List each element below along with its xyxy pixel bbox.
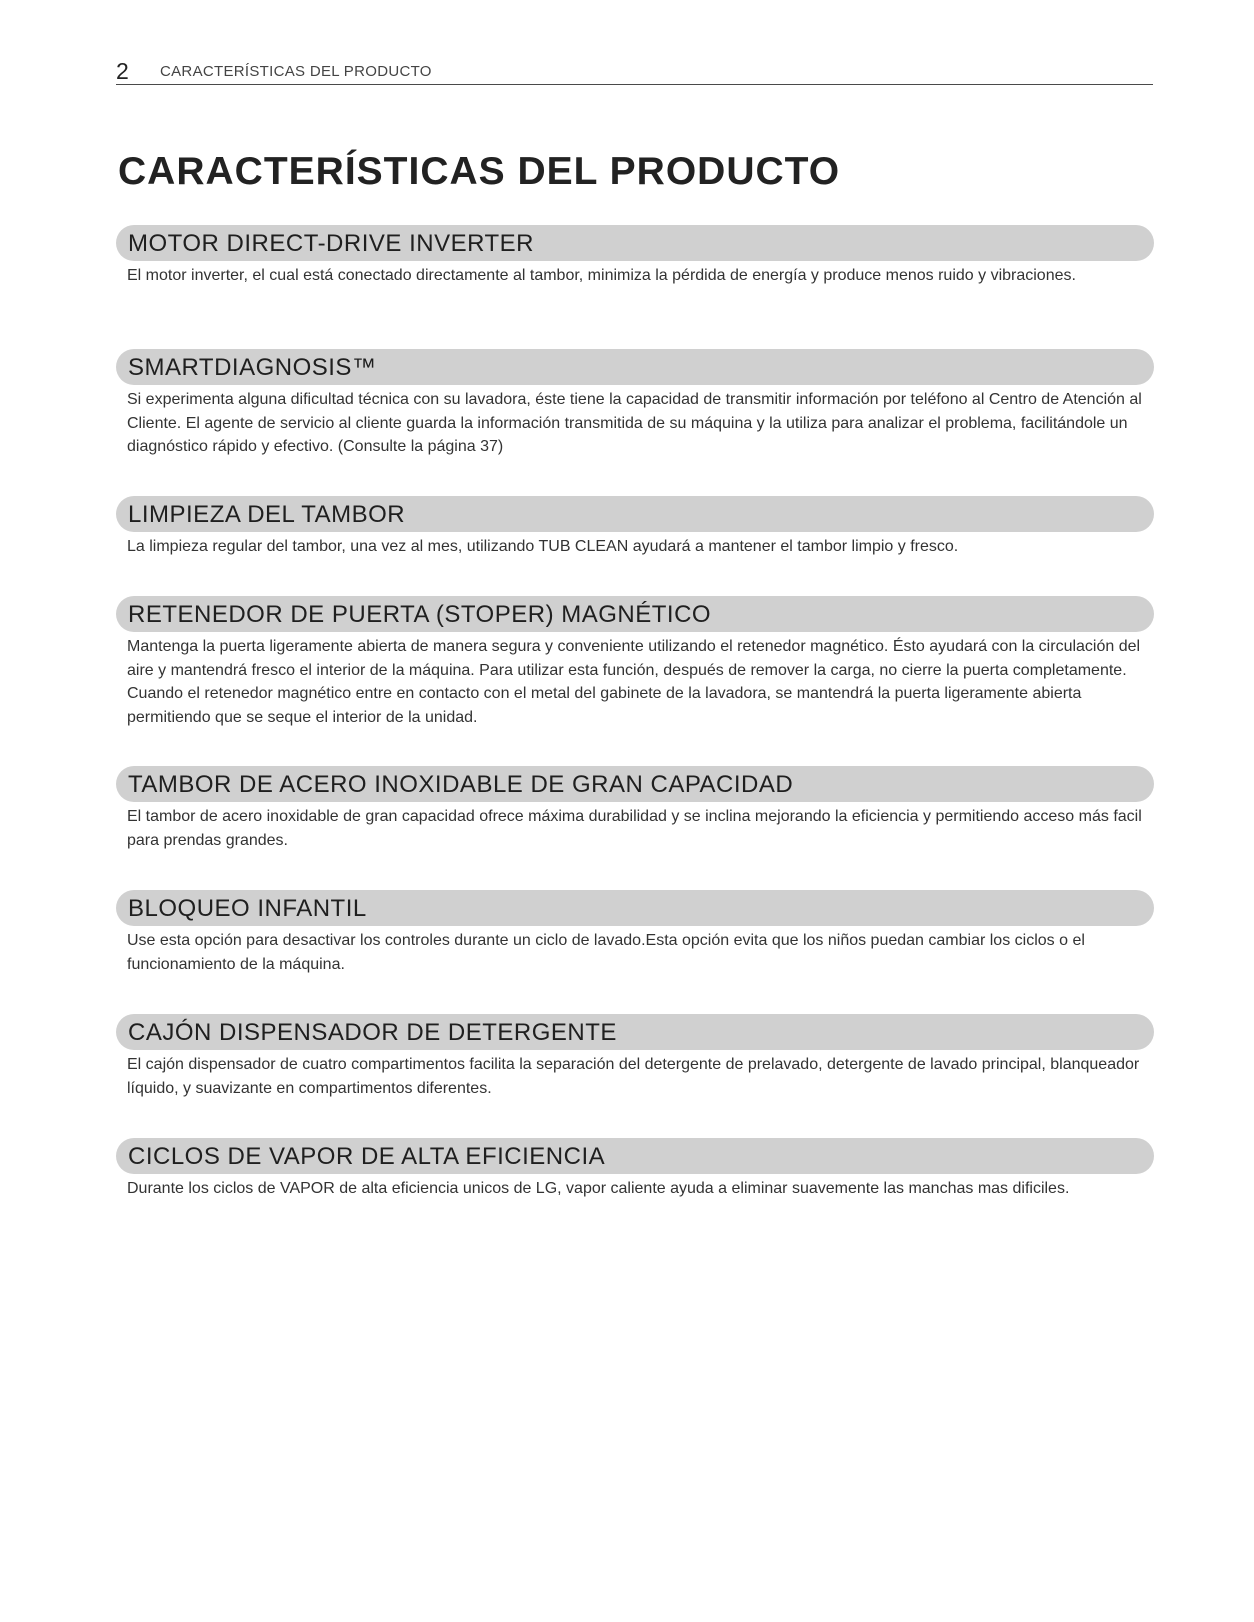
page-title: CARACTERÍSTICAS DEL PRODUCTO (118, 150, 841, 193)
section-body: La limpieza regular del tambor, una vez al mes, utilizando TUB CLEAN ayudará a mantener el tambor limpio y fresco. (127, 538, 959, 555)
section-heading-bar (116, 496, 1154, 532)
section-heading-bar (116, 349, 1154, 385)
section-heading: CICLOS DE VAPOR DE ALTA EFICIENCIA (128, 1143, 606, 1170)
section-body: Mantenga la puerta ligeramente abierta de manera segura y conveniente utilizando el retenedor magnético. Ésto ayudará con la circulación del aire y mantendrá fresco el interior de la máquina. Para utilizar esta función, después de remover la carga, no cierre la puerta completamente. Cuando el retenedor magnético entre en contacto con el metal del gabinete de la lavadora, se mantendrá la puerta ligeramente abierta permitiendo que se seque el interior de la unidad. (127, 638, 1141, 726)
section-heading: CAJÓN DISPENSADOR DE DETERGENTE (128, 1019, 617, 1046)
section-body: Use esta opción para desactivar los controles durante un ciclo de lavado.Esta opción evita que los niños puedan cambiar los ciclos o el funcionamiento de la máquina. (127, 932, 1085, 973)
section-body: Durante los ciclos de VAPOR de alta eficiencia unicos de LG, vapor caliente ayuda a eliminar suavemente las manchas mas dificiles. (127, 1180, 1070, 1197)
section-heading: TAMBOR DE ACERO INOXIDABLE DE GRAN CAPACIDAD (128, 771, 794, 798)
section-heading: MOTOR DIRECT-DRIVE INVERTER (128, 230, 534, 257)
section-heading: LIMPIEZA DEL TAMBOR (128, 501, 406, 528)
section-bloqueo-infantil (116, 890, 1154, 976)
section-cajon-dispensador (116, 1014, 1154, 1100)
section-ciclos-vapor (116, 1138, 1154, 1201)
section-heading-bar (116, 596, 1154, 632)
section-retenedor-puerta (116, 596, 1154, 729)
section-motor-inverter (116, 225, 1154, 288)
section-body: El tambor de acero inoxidable de gran capacidad ofrece máxima durabilidad y se inclina mejorando la eficiencia y permitiendo acceso más facil para prendas grandes. (127, 808, 1142, 849)
section-heading: BLOQUEO INFANTIL (128, 895, 367, 922)
section-heading-bar (116, 225, 1154, 261)
section-body: El cajón dispensador de cuatro compartimentos facilita la separación del detergente de prelavado, detergente de lavado principal, blanqueador líquido, y suavizante en compartimentos diferentes. (127, 1056, 1140, 1097)
page-number: 2 (116, 58, 129, 84)
section-limpieza-tambor (116, 496, 1154, 559)
section-heading-bar (116, 766, 1154, 802)
section-heading-bar (116, 1138, 1154, 1174)
section-heading: SMARTDIAGNOSIS™ (128, 354, 377, 381)
section-body: Si experimenta alguna dificultad técnica con su lavadora, éste tiene la capacidad de transmitir información por teléfono al Centro de Atención al Cliente. El agente de servicio al cliente guarda la información transmitida de su máquina y la utiliza para analizar el problema, facilitándole un diagnóstico rápido y efectivo. (Consulte la página 37) (127, 391, 1142, 455)
section-tambor-acero (116, 766, 1154, 852)
section-heading-bar (116, 1014, 1154, 1050)
section-body: El motor inverter, el cual está conectado directamente al tambor, minimiza la pérdida de energía y produce menos ruido y vibraciones. (127, 267, 1076, 284)
section-heading-bar (116, 890, 1154, 926)
section-heading: RETENEDOR DE PUERTA (STOPER) MAGNÉTICO (128, 601, 712, 628)
section-smartdiagnosis (116, 349, 1154, 459)
running-header (116, 58, 1153, 85)
running-header-title: CARACTERÍSTICAS DEL PRODUCTO (160, 63, 432, 80)
